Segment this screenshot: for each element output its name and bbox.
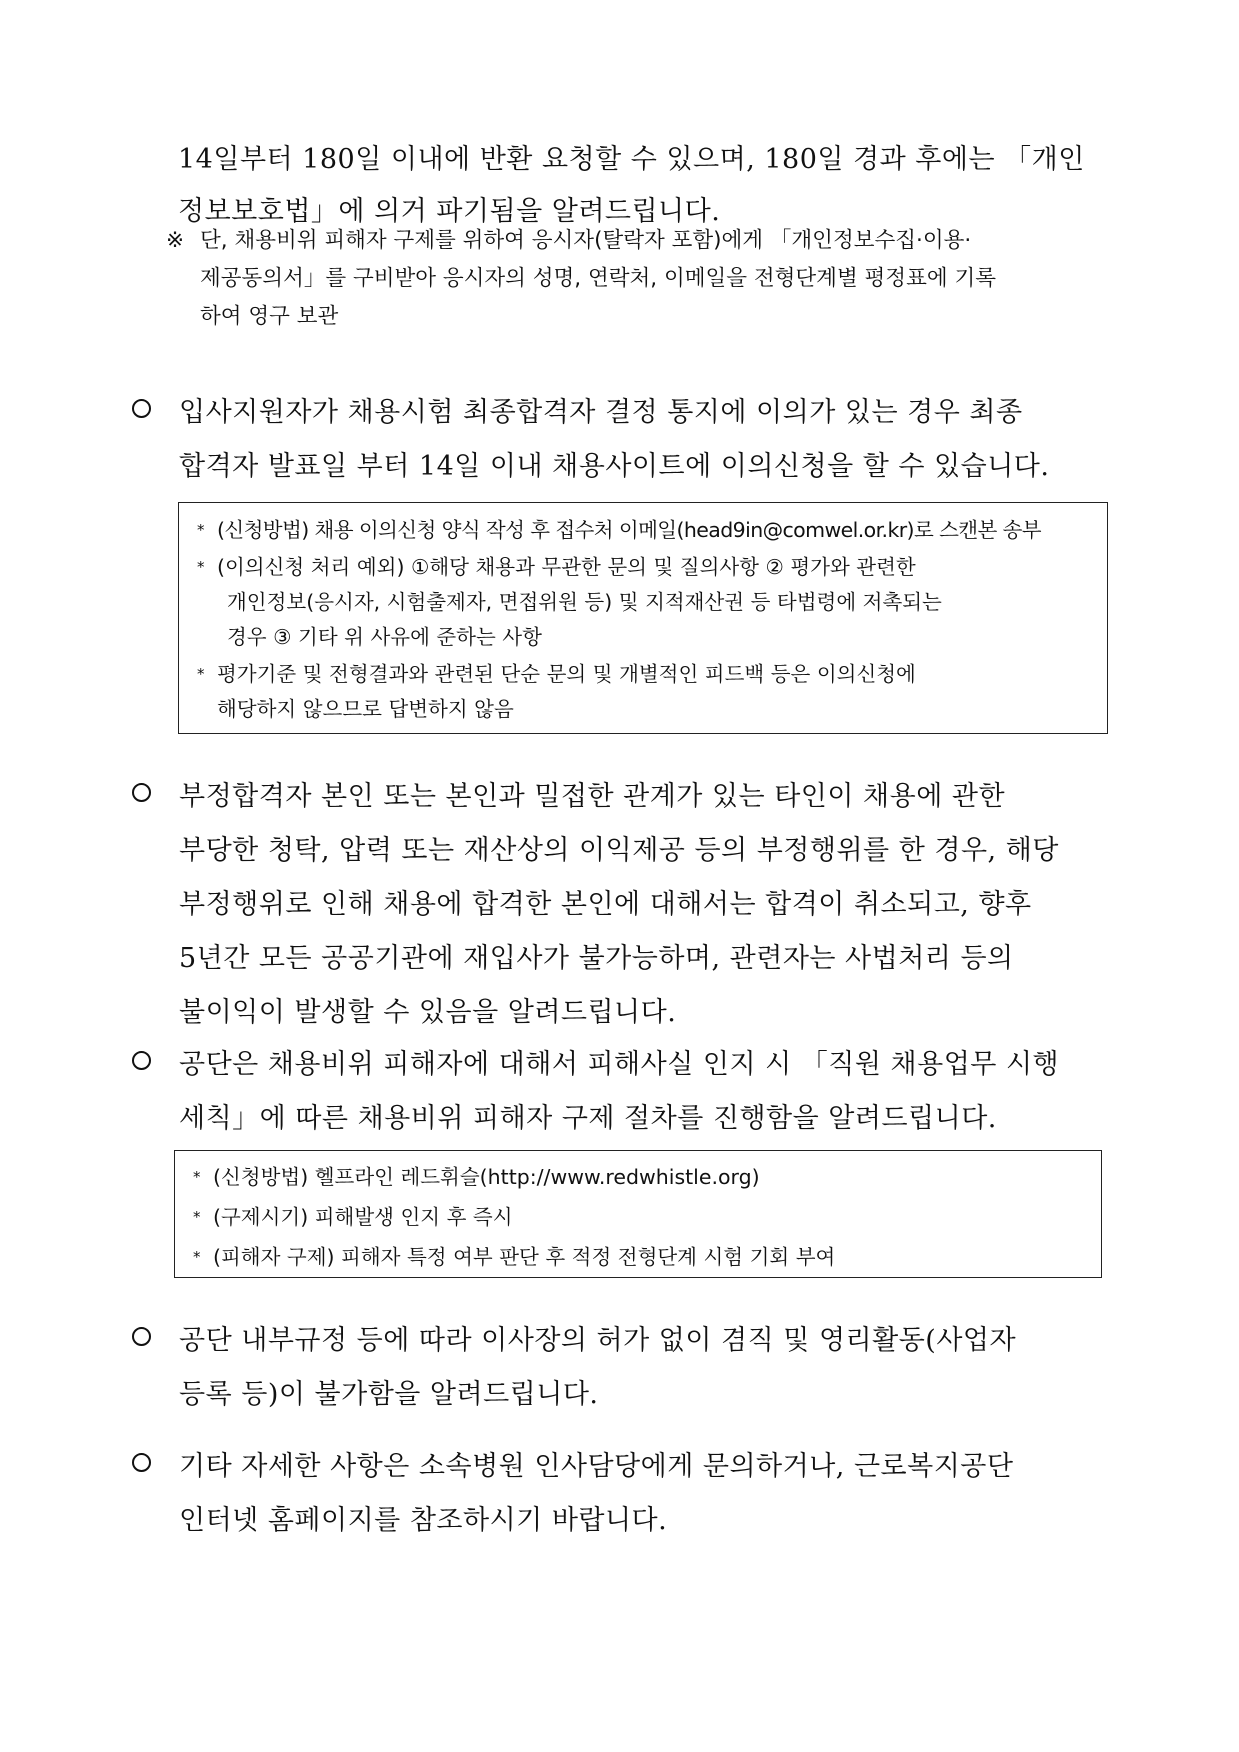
- text-line: 5년간 모든 공공기관에 재입사가 불가능하며, 관련자는 사법처리 등의: [179, 943, 1014, 974]
- text-line: 공단 내부규정 등에 따라 이사장의 허가 없이 겸직 및 영리활동(사업자: [179, 1325, 1017, 1356]
- circle-bullet-icon: [132, 783, 151, 802]
- reference-mark: ※: [166, 228, 185, 253]
- fraud-paragraph: [132, 770, 1122, 1040]
- box-item: [187, 550, 1095, 655]
- text-line: 경우 ③ 기타 위 사유에 준하는 사항: [227, 625, 542, 649]
- text-line: (이의신청 처리 예외) ①해당 채용과 무관한 문의 및 질의사항 ② 평가와 관련한: [217, 555, 916, 579]
- text-line: 인터넷 홈페이지를 참조하시기 바랍니다.: [179, 1505, 668, 1536]
- box-item: [183, 1197, 1089, 1237]
- text-line: 14일부터 180일 이내에 반환 요청할 수 있으며, 180일 경과 후에는 「개인: [178, 144, 1085, 175]
- text-line: 부정합격자 본인 또는 본인과 밀접한 관계가 있는 타인이 채용에 관한: [179, 781, 1006, 812]
- circle-bullet-icon: [132, 1327, 151, 1346]
- asterisk-bullet-icon: *: [197, 558, 205, 576]
- asterisk-bullet-icon: *: [197, 665, 205, 683]
- text-line: 제공동의서」를 구비받아 응시자의 성명, 연락처, 이메일을 전형단계별 평정표에 기록: [200, 266, 996, 291]
- text-line: 기타 자세한 사항은 소속병원 인사담당에게 문의하거나, 근로복지공단: [179, 1451, 1014, 1482]
- box-item: [187, 513, 1095, 548]
- box-item: [183, 1237, 1089, 1277]
- asterisk-bullet-icon: *: [193, 1208, 201, 1226]
- box-item: [183, 1157, 1089, 1197]
- box-item: [187, 657, 1095, 727]
- text-line: 개인정보(응시자, 시험출제자, 면접위원 등) 및 지적재산권 등 타법령에 저촉되는: [227, 590, 942, 614]
- text-line: 입사지원자가 채용시험 최종합격자 결정 통지에 이의가 있는 경우 최종: [179, 397, 1023, 428]
- circle-bullet-icon: [132, 1051, 151, 1070]
- contact-paragraph: [132, 1440, 1122, 1548]
- asterisk-bullet-icon: *: [193, 1168, 201, 1186]
- text-line: (신청방법) 채용 이의신청 양식 작성 후 접수처 이메일(head9in@comwel.or.kr)로 스캔본 송부: [217, 518, 1042, 542]
- objection-info-box: [178, 502, 1108, 734]
- victim-relief-box: [174, 1150, 1102, 1278]
- text-line: 단, 채용비위 피해자 구제를 위하여 응시자(탈락자 포함)에게 「개인정보수집·이용·: [200, 228, 972, 253]
- text-line: 하여 영구 보관: [200, 304, 339, 329]
- text-line: (피해자 구제) 피해자 특정 여부 판단 후 적정 전형단계 시험 기회 부여: [213, 1245, 836, 1269]
- text-line: 불이익이 발생할 수 있음을 알려드립니다.: [179, 997, 677, 1028]
- text-line: 정보보호법」에 의거 파기됨을 알려드립니다.: [178, 196, 721, 227]
- text-line: 합격자 발표일 부터 14일 이내 채용사이트에 이의신청을 할 수 있습니다.: [179, 451, 1050, 482]
- side-job-paragraph: [132, 1314, 1122, 1422]
- text-line: 공단은 채용비위 피해자에 대해서 피해사실 인지 시 「직원 채용업무 시행: [179, 1049, 1060, 1080]
- text-line: (신청방법) 헬프라인 레드휘슬(http://www.redwhistle.org): [213, 1165, 760, 1189]
- text-line: 평가기준 및 전형결과와 관련된 단순 문의 및 개별적인 피드백 등은 이의신청에: [217, 662, 916, 686]
- asterisk-bullet-icon: *: [197, 521, 205, 539]
- text-line: (구제시기) 피해발생 인지 후 즉시: [213, 1205, 513, 1229]
- victim-relief-paragraph: [132, 1038, 1122, 1146]
- text-line: 해당하지 않으므로 답변하지 않음: [217, 697, 514, 721]
- text-line: 부정행위로 인해 채용에 합격한 본인에 대해서는 합격이 취소되고, 향후: [179, 889, 1032, 920]
- objection-paragraph: [132, 386, 1122, 494]
- text-line: 세칙」에 따른 채용비위 피해자 구제 절차를 진행함을 알려드립니다.: [179, 1103, 997, 1134]
- asterisk-bullet-icon: *: [193, 1248, 201, 1266]
- reference-note: [166, 222, 1124, 336]
- circle-bullet-icon: [132, 1453, 151, 1472]
- text-line: 등록 등)이 불가함을 알려드립니다.: [179, 1379, 599, 1410]
- circle-bullet-icon: [132, 399, 151, 418]
- text-line: 부당한 청탁, 압력 또는 재산상의 이익제공 등의 부정행위를 한 경우, 해당: [179, 835, 1059, 866]
